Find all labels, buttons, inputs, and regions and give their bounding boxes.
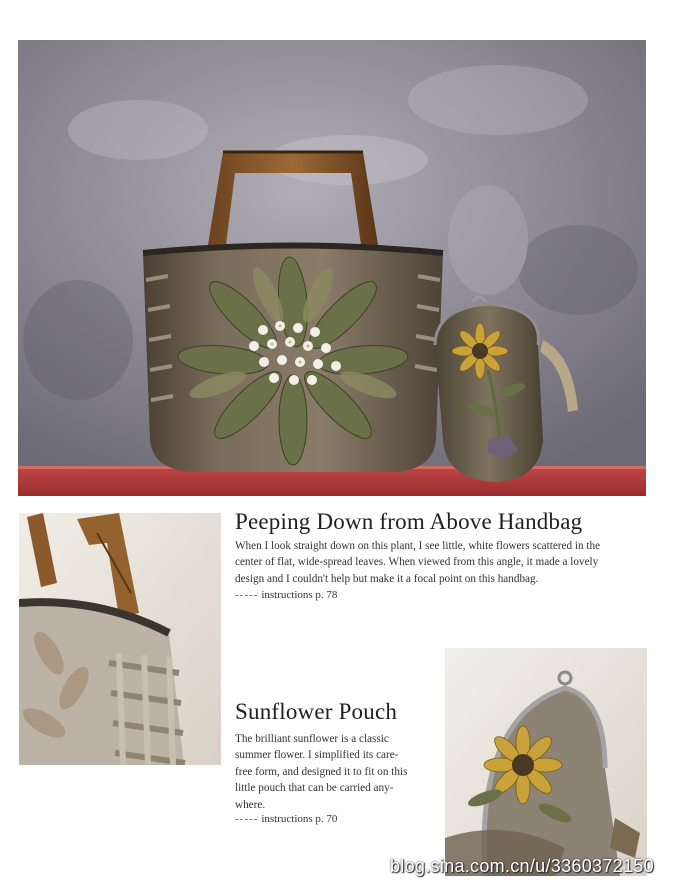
handbag-body	[143, 246, 443, 473]
handbag-instructions-ref	[235, 589, 337, 601]
handbag-instructions-dash: -----	[235, 589, 259, 601]
pouch-instructions-dash: -----	[235, 813, 259, 825]
pouch-instructions-ref	[235, 813, 337, 825]
pouch-title: Sunflower Pouch	[235, 699, 398, 724]
handbag-detail-photo	[19, 513, 221, 765]
pouch-detail-photo	[445, 648, 647, 876]
handbag-title: Peeping Down from Above Handbag	[235, 509, 583, 534]
pouch-description: The brilliant sunflower is a classic summer flower. I simplified its care-free form, and designed it to fit on this little pouch that can be carried any-where.	[235, 733, 408, 811]
pouch-instructions-text: instructions p. 70	[261, 813, 338, 825]
hero-photo	[18, 40, 646, 496]
handbag-description: When I look straight down on this plant, I see little, white flowers scattered in the center of flat, wide-spread leaves. When viewed from this angle, it made a lovely design and I couldn't help but make it a focal point on this handbag.	[235, 540, 601, 585]
watermark: blog.sina.com.cn/u/3360372150	[390, 856, 654, 876]
handbag-instructions-text: instructions p. 78	[261, 589, 338, 601]
handbag-detail-illustration	[19, 513, 221, 765]
pouch-detail-illustration	[445, 648, 647, 876]
hero-photo-illustration	[18, 40, 646, 496]
